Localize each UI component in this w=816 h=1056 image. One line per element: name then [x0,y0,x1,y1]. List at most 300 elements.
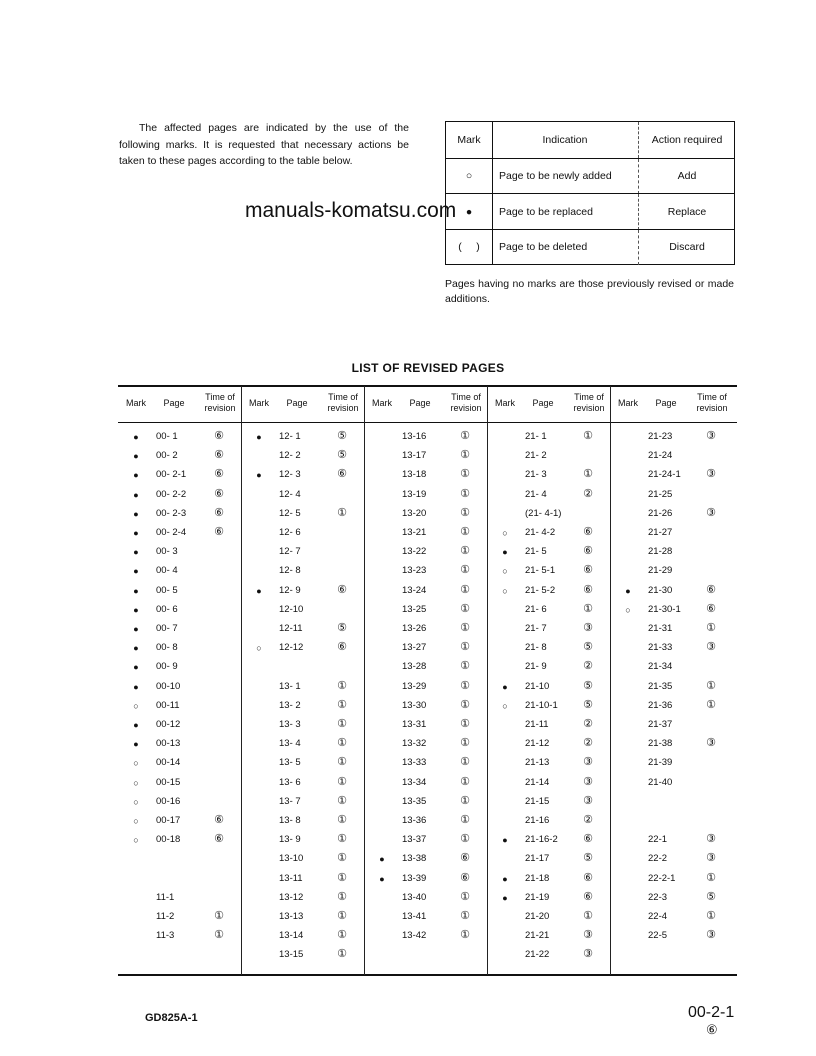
revision-mark-cell: ③ [706,641,716,654]
revision-mark-cell: ⑥ [583,526,593,538]
parentheses-mark-icon: ( ) [446,230,493,266]
filled-circle-mark-icon: ● [256,470,262,481]
page-number-cell: 21-10 [525,680,550,692]
filled-circle-mark-icon: ● [502,681,508,692]
open-circle-mark-icon: ○ [625,604,631,615]
revision-mark-cell: ① [337,814,347,826]
revision-mark-cell: ③ [583,948,593,961]
page-number-cell: 13-18 [402,469,427,481]
page-number-cell: 12- 2 [279,450,301,462]
revision-mark-cell: ① [706,910,716,922]
page-number-cell: 22-3 [648,891,668,903]
header-mark: Mark [126,398,146,408]
revision-mark-cell: ① [460,545,470,558]
open-circle-mark-icon: ○ [133,816,139,826]
revision-mark-cell: ① [337,929,347,942]
revision-mark-cell: ① [337,756,347,769]
page-number-cell: 13- 5 [279,757,301,769]
header-mark: Mark [372,398,392,408]
open-circle-mark-icon: ○ [502,566,508,577]
page-number-cell: 21-19 [525,891,550,903]
filled-circle-mark-icon: ● [133,489,139,500]
page-number-cell: 12- 4 [279,488,301,500]
header-time: Time of revision [204,392,236,413]
revision-mark-cell: ③ [583,794,593,807]
revision-mark-cell: ⑥ [214,449,224,462]
page-number-cell: 21- 1 [525,431,547,442]
revision-mark-cell: ① [583,430,593,442]
page-number-cell: 00- 2-1 [156,469,187,481]
open-circle-mark-icon: ○ [133,835,139,846]
revision-mark-cell: ① [214,929,224,942]
page-number-cell: 13-17 [402,450,427,462]
header-mark: Mark [495,398,515,408]
revision-mark-cell: ① [337,718,347,730]
page-number-cell: 21-18 [525,872,550,884]
page-number-cell: 13- 9 [279,834,301,846]
filled-circle-mark-icon: ● [502,892,508,903]
legend-table [445,121,735,265]
page-number-cell: 00-11 [156,699,180,711]
legend-indication: Page to be deleted [499,241,588,254]
filled-circle-mark-icon: ● [133,681,139,692]
header-page: Page [286,398,308,408]
page-number-cell: 21- 6 [525,603,547,615]
revision-mark-cell: ① [337,737,347,750]
revision-mark-cell: ⑥ [706,602,716,615]
page-number-cell: 13-15 [279,949,304,961]
page-number-cell: 00- 9 [156,661,178,673]
page-number-cell: 13-26 [402,623,427,634]
column-divider [364,386,365,975]
page-number-cell: 00- 6 [156,603,178,615]
page-number-cell: 00- 8 [156,642,178,654]
page-number-cell: 13- 8 [279,815,301,826]
page-number-cell: 00-15 [156,776,181,788]
revision-mark-cell: ⑥ [583,545,593,558]
filled-circle-mark-icon: ● [502,835,508,846]
header-page: Page [409,398,431,408]
filled-circle-mark-icon: ● [379,854,385,865]
page-number-cell: 21-24 [648,450,673,462]
revision-mark-cell: ① [460,430,470,442]
page-number-cell: 13-34 [402,776,427,788]
legend-header-indication: Indication [542,133,588,146]
page-number-cell: 13-25 [402,603,427,615]
page-number-cell: 21- 7 [525,623,547,634]
filled-circle-mark-icon: ● [502,547,508,558]
revision-mark-cell: ① [460,698,470,711]
page-number-cell: 21-16-2 [525,834,558,846]
revision-mark-cell: ⑥ [337,468,347,481]
page-number-cell: 13- 3 [279,719,301,730]
revision-mark-cell: ② [583,737,593,750]
page-number-cell: 13-30 [402,699,427,711]
page-number-cell: 21-36 [648,699,673,711]
page-number-cell: 21- 3 [525,469,547,481]
revision-mark-cell: ① [460,622,470,634]
filled-circle-mark-icon: ● [133,566,139,577]
revision-mark-cell: ① [460,602,470,615]
revision-mark-cell: ① [460,756,470,769]
revision-mark-cell: ⑥ [214,430,224,442]
intro-paragraph: The affected pages are indicated by the use of the following marks. It is requested that necessary actions be taken to these pages according to the table below. [119,122,409,167]
page-number-cell: 00-14 [156,757,181,769]
page-number-cell: 13-31 [402,719,427,730]
page-number-cell: 13-39 [402,872,427,884]
header-mark: Mark [249,398,269,408]
revision-mark-cell: ⑤ [583,641,593,654]
revision-mark-cell: ① [460,814,470,826]
page-number-cell: 21- 5-2 [525,584,556,596]
open-circle-mark-icon: ○ [256,643,262,654]
filled-circle-mark-icon: ● [133,643,139,654]
legend-header-row [446,122,734,158]
page-number-cell: 13-33 [402,757,427,769]
page-number-cell: 13-27 [402,642,427,654]
revision-mark-cell: ① [337,506,347,519]
filled-circle-mark-icon: ● [133,451,139,462]
revision-mark-cell: ① [706,679,716,692]
header-time: Time of revision [450,392,482,413]
page-number-cell: 21-39 [648,757,673,769]
page-number-cell: 21-30-1 [648,603,681,615]
page-number-cell: 21-38 [648,738,673,750]
page-number-cell: 12- 1 [279,431,301,442]
header-page: Page [163,398,185,408]
page-number-cell: 22-4 [648,911,668,922]
revision-mark-cell: ③ [706,468,716,481]
legend-indication: Page to be replaced [499,205,593,218]
revision-mark-cell: ⑤ [706,890,716,903]
revision-mark-cell: ⑤ [583,679,593,692]
page-number: 00-2-1 [688,1004,735,1021]
filled-circle-mark-icon: ● [625,585,631,596]
revision-mark-cell: ⑥ [337,583,347,596]
page-number-cell: 21-29 [648,565,673,577]
header-page: Page [532,398,554,408]
page-number-cell: 21-26 [648,507,673,519]
page-number-cell: 21- 8 [525,642,547,654]
revision-mark-cell: ⑥ [214,468,224,481]
revision-mark-cell: ③ [706,737,716,750]
filled-circle-mark-icon: ● [133,470,139,481]
open-circle-mark-icon: ○ [133,777,139,788]
header-time: Time of revision [573,392,605,413]
page-number-cell: 13-22 [402,546,427,558]
page-number-cell: 00- 5 [156,584,178,596]
page-number-cell: 21-10-1 [525,699,558,711]
legend-action: Replace [638,194,735,230]
revision-mark-cell: ① [460,449,470,462]
page-number-cell: 12-12 [279,642,304,654]
filled-circle-mark-icon: ● [133,508,139,519]
revision-mark-cell: ① [460,890,470,903]
page-number-cell: 13-21 [402,527,427,538]
revision-mark-cell: ① [706,871,716,884]
page-number-cell: 13-37 [402,834,427,846]
revision-mark-cell: ③ [706,833,716,846]
page-number-cell: 21-24-1 [648,469,681,481]
page-number-cell: 13- 1 [279,680,301,692]
page-number-cell: 22-5 [648,930,668,942]
revision-mark-cell: ① [460,833,470,846]
model-code: GD825A-1 [145,1012,198,1024]
revision-mark-cell: ① [337,698,347,711]
revision-mark-cell: ⑥ [214,833,224,846]
revision-mark-cell: ① [460,679,470,692]
page-number-cell: 21-16 [525,815,550,826]
page-number-cell: 00- 7 [156,623,178,634]
page-number-cell: 21-21 [525,930,550,942]
revision-mark-cell: ⑥ [583,871,593,884]
revision-mark-cell: ⑥ [214,526,224,538]
page-number-cell: 21-31 [648,623,673,634]
page-number-cell: 13-13 [279,911,304,922]
revision-mark-cell: ① [583,910,593,922]
revision-mark-cell: ⑥ [583,564,593,577]
page-number-cell: 00- 1 [156,431,178,442]
page-number-cell: (21- 4-1) [525,507,562,519]
page-number-cell: 13- 2 [279,699,301,711]
page-number-cell: 21-11 [525,719,549,730]
revision-mark-cell: ⑤ [337,449,347,462]
revision-mark-cell: ⑥ [460,871,470,884]
filled-circle-mark-icon: ● [379,873,385,884]
revision-mark-cell: ① [337,890,347,903]
page-number-cell: 00-13 [156,738,181,750]
page-number-cell: 21-14 [525,776,550,788]
page-number-cell: 13-36 [402,815,427,826]
page-number-cell: 00- 2-2 [156,488,187,500]
page-number-cell: 13-19 [402,488,427,500]
page-number-cell: 22-2-1 [648,872,676,884]
page-number-cell: 12- 5 [279,507,301,519]
page-number-cell: 13-12 [279,891,304,903]
page-number-cell: 12- 3 [279,469,301,481]
filled-circle-mark-icon: ● [256,432,262,442]
watermark: manuals-komatsu.com [245,199,457,222]
revision-mark-cell: ⑤ [337,430,347,442]
revision-mark-cell: ① [460,718,470,730]
filled-circle-mark-icon: ● [133,604,139,615]
page-number-cell: 00- 3 [156,546,178,558]
table-top-rule [118,385,737,387]
revision-mark-cell: ② [583,660,593,673]
revision-mark-cell: ① [460,641,470,654]
revision-mark-cell: ① [460,794,470,807]
page-number-cell: 21-15 [525,795,550,807]
page-number-cell: 00- 2-4 [156,527,187,538]
page-number-cell: 21-35 [648,680,673,692]
page-number-cell: 21- 5-1 [525,565,556,577]
list-title: LIST OF REVISED PAGES [351,361,505,375]
page-number-cell: 00- 2 [156,450,178,462]
page-number-cell: 21-22 [525,949,550,961]
page-number-cell: 11-1 [156,891,175,903]
page-number-cell: 12-10 [279,603,304,615]
page-number-cell: 13-24 [402,584,427,596]
revision-mark-cell: ⑥ [337,641,347,654]
legend-action: Discard [638,230,735,266]
revision-mark-cell: ② [583,814,593,826]
page-number-cell: 21-25 [648,488,673,500]
column-divider [241,386,242,975]
page-number-cell: 12-11 [279,623,303,634]
page-number-cell: 21-12 [525,738,550,750]
revision-mark-cell: ① [706,698,716,711]
page-number-cell: 21-37 [648,719,673,730]
page-number-cell: 13-41 [402,911,427,922]
page-number-cell: 13- 6 [279,776,301,788]
page-number-cell: 13-16 [402,431,427,442]
legend-header-mark: Mark [446,122,493,158]
revision-mark-cell: ③ [583,622,593,634]
header-time: Time of revision [696,392,728,413]
revision-mark-cell: ① [337,794,347,807]
page-number-cell: 00- 2-3 [156,507,187,519]
page-number-cell: 13-32 [402,738,427,750]
filled-circle-mark-icon: ● [446,194,493,230]
revision-mark-cell: ① [460,737,470,750]
table-bottom-rule [118,974,737,976]
page-number-cell: 21- 2 [525,450,547,462]
legend-row-replace [446,193,734,230]
page-number-cell: 21- 4-2 [525,527,556,538]
revision-mark-cell: ① [583,468,593,481]
open-circle-mark-icon: ○ [502,700,508,711]
revision-mark-cell: ① [460,660,470,673]
revision-mark-cell: ① [460,929,470,942]
revision-mark-cell: ① [460,487,470,500]
revision-mark-cell: ① [337,775,347,788]
revision-mark-cell: ⑥ [460,852,470,865]
filled-circle-mark-icon: ● [133,432,139,442]
revision-mark-cell: ③ [706,506,716,519]
page-number-cell: 00-18 [156,834,181,846]
page-number-cell: 13-11 [279,872,303,884]
page-number-cell: 13-29 [402,680,427,692]
header-mark: Mark [618,398,638,408]
open-circle-mark-icon: ○ [133,700,139,711]
page-number-cell: 21-17 [525,853,550,865]
filled-circle-mark-icon: ● [133,585,139,596]
revision-mark-cell: ② [583,487,593,500]
page-number-cell: 13-14 [279,930,304,942]
page-number-cell: 21-40 [648,776,673,788]
header-time: Time of revision [327,392,359,413]
page-number-cell: 21- 4 [525,488,547,500]
page-number-cell: 00-10 [156,680,181,692]
page-number-cell: 13- 7 [279,795,301,807]
revision-mark-cell: ⑤ [583,852,593,865]
page-number-cell: 21-27 [648,527,673,538]
revision-mark-cell: ③ [583,775,593,788]
column-divider [487,386,488,975]
revision-mark-cell: ⑥ [214,506,224,519]
page-number-cell: 13-23 [402,565,427,577]
page-number-cell: 13- 4 [279,738,301,750]
page-number-cell: 21-30 [648,584,673,596]
legend-row-delete [446,229,734,266]
revision-mark-cell: ① [460,775,470,788]
legend-note: Pages having no marks are those previously revised or made additions. [445,278,734,305]
filled-circle-mark-icon: ● [133,720,139,730]
page-number-cell: 13-35 [402,795,427,807]
page-number-cell: 21-20 [525,911,550,922]
revision-mark-cell: ① [583,602,593,615]
page-number-cell: 11-2 [156,911,175,922]
legend-row-add [446,158,734,195]
page-number-cell: 11-3 [156,930,175,942]
legend-header-action: Action required [638,122,735,158]
revision-mark-cell: ① [706,622,716,634]
page-number-cell: 13-10 [279,853,304,865]
open-circle-mark-icon: ○ [133,796,139,807]
revision-mark-cell: ⑥ [583,833,593,846]
page-number-cell: 00- 4 [156,565,178,577]
open-circle-mark-icon: ○ [446,159,493,195]
page-number-cell: 13-42 [402,930,427,942]
page-number-cell: 12- 6 [279,527,301,538]
page-number-cell: 13-38 [402,853,427,865]
revision-mark-cell: ③ [583,756,593,769]
revision-mark-cell: ③ [706,430,716,442]
open-circle-mark-icon: ○ [133,758,139,769]
page-number-cell: 12- 8 [279,565,301,577]
revision-mark-cell: ① [460,526,470,538]
revision-mark-cell: ⑤ [337,622,347,634]
page-number-cell: 21-28 [648,546,673,558]
page-number-cell: 21-23 [648,431,673,442]
page-number-cell: 22-1 [648,834,668,846]
filled-circle-mark-icon: ● [133,662,139,673]
filled-circle-mark-icon: ● [256,585,262,596]
legend-indication: Page to be newly added [499,170,612,183]
revision-mark-cell: ① [337,852,347,865]
page-number-cell: 13-28 [402,661,427,673]
header-page: Page [655,398,677,408]
page-number-cell: 00-17 [156,815,181,826]
filled-circle-mark-icon: ● [133,624,139,634]
revision-mark-cell: ⑥ [214,814,224,826]
revision-mark-cell: ⑥ [583,583,593,596]
revision-mark-cell: ① [337,833,347,846]
filled-circle-mark-icon: ● [133,739,139,750]
revision-mark-cell: ① [460,564,470,577]
revision-mark-cell: ① [460,910,470,922]
page-number-cell: 21- 5 [525,546,547,558]
open-circle-mark-icon: ○ [502,585,508,596]
revision-mark-cell: ③ [583,929,593,942]
page-revision-mark: ⑥ [706,1022,718,1037]
revision-mark-cell: ① [460,506,470,519]
page-number-cell: 21- 9 [525,661,547,673]
revision-mark-cell: ① [337,679,347,692]
filled-circle-mark-icon: ● [133,528,139,538]
revision-mark-cell: ③ [706,852,716,865]
column-divider [610,386,611,975]
revision-mark-cell: ① [337,948,347,961]
revision-mark-cell: ② [583,718,593,730]
filled-circle-mark-icon: ● [502,873,508,884]
revision-mark-cell: ① [337,871,347,884]
filled-circle-mark-icon: ● [133,547,139,558]
revision-mark-cell: ⑥ [706,583,716,596]
page-number-cell: 12- 7 [279,546,301,558]
page-number-cell: 21-34 [648,661,673,673]
page-number-cell: 21-13 [525,757,550,769]
